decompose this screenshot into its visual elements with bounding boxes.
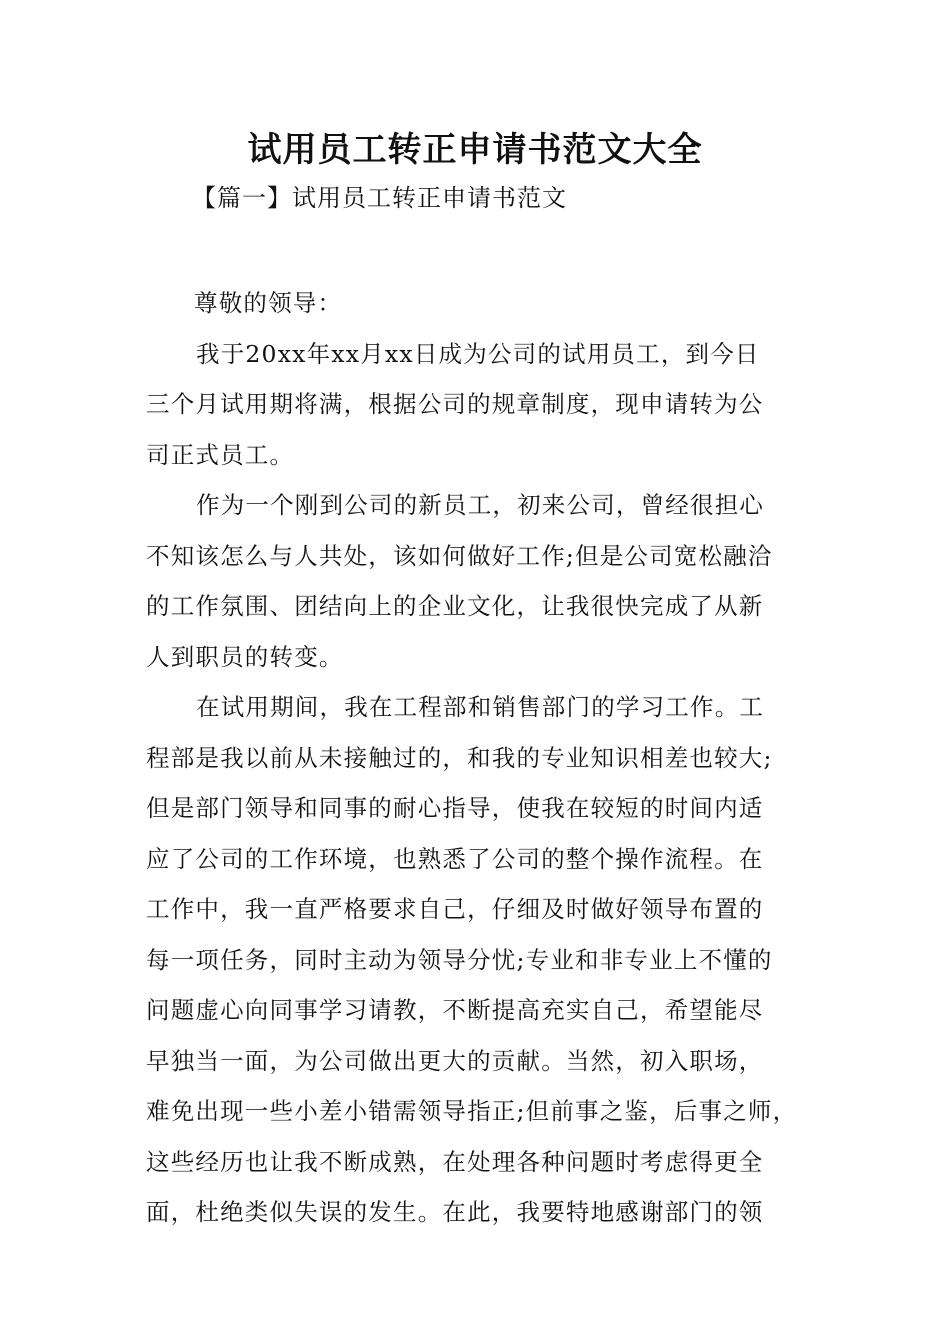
letter-body: [146, 278, 810, 1238]
text-line: 在试用期间，我在工程部和销售部门的学习工作。工: [196, 693, 765, 721]
text-line: 的工作氛围、团结向上的企业文化，让我很快完成了从新: [146, 592, 764, 620]
text-line: 问题虚心向同事学习请教，不断提高充实自己，希望能尽: [146, 996, 764, 1024]
text-line: 难免出现一些小差小错需领导指正;但前事之鉴，后事之师，: [146, 1097, 798, 1125]
paragraph-1: [146, 329, 810, 481]
section-heading: 【篇一】试用员工转正申请书范文: [192, 184, 567, 212]
text-line: 作为一个刚到公司的新员工，初来公司，曾经很担心: [196, 491, 765, 519]
text-line: 应了公司的工作环境，也熟悉了公司的整个操作流程。在: [146, 844, 764, 873]
text-line: 程部是我以前从未接触过的，和我的专业知识相差也较大;: [146, 743, 773, 772]
text-line: 早独当一面，为公司做出更大的贡献。当然，初入职场，: [146, 1046, 764, 1075]
text-line: 人到职员的转变。: [146, 642, 344, 671]
text-line: 每一项任务，同时主动为领导分忧;专业和非专业上不懂的: [146, 945, 773, 974]
text-line: 我于20xx年xx月xx日成为公司的试用员工，到今日: [196, 339, 760, 368]
text-line: 这些经历也让我不断成熟，在处理各种问题时考虑得更全: [146, 1147, 764, 1176]
paragraph-3: [146, 682, 810, 1238]
paragraph-2: [146, 480, 810, 682]
text-line: 但是部门领导和同事的耐心指导，使我在较短的时间内适: [146, 794, 764, 822]
salutation: 尊敬的领导：: [194, 289, 343, 317]
text-line: 工作中，我一直严格要求自己，仔细及时做好领导布置的: [146, 895, 764, 923]
text-line: 司正式员工。: [146, 440, 295, 469]
text-line: 不知该怎么与人共处，该如何做好工作;但是公司宽松融洽: [146, 541, 773, 570]
document-title: 试用员工转正申请书范文大全: [247, 130, 703, 170]
text-line: 面，杜绝类似失误的发生。在此，我要特地感谢部门的领: [146, 1198, 764, 1226]
text-line: 三个月试用期将满，根据公司的规章制度，现申请转为公: [146, 390, 764, 418]
